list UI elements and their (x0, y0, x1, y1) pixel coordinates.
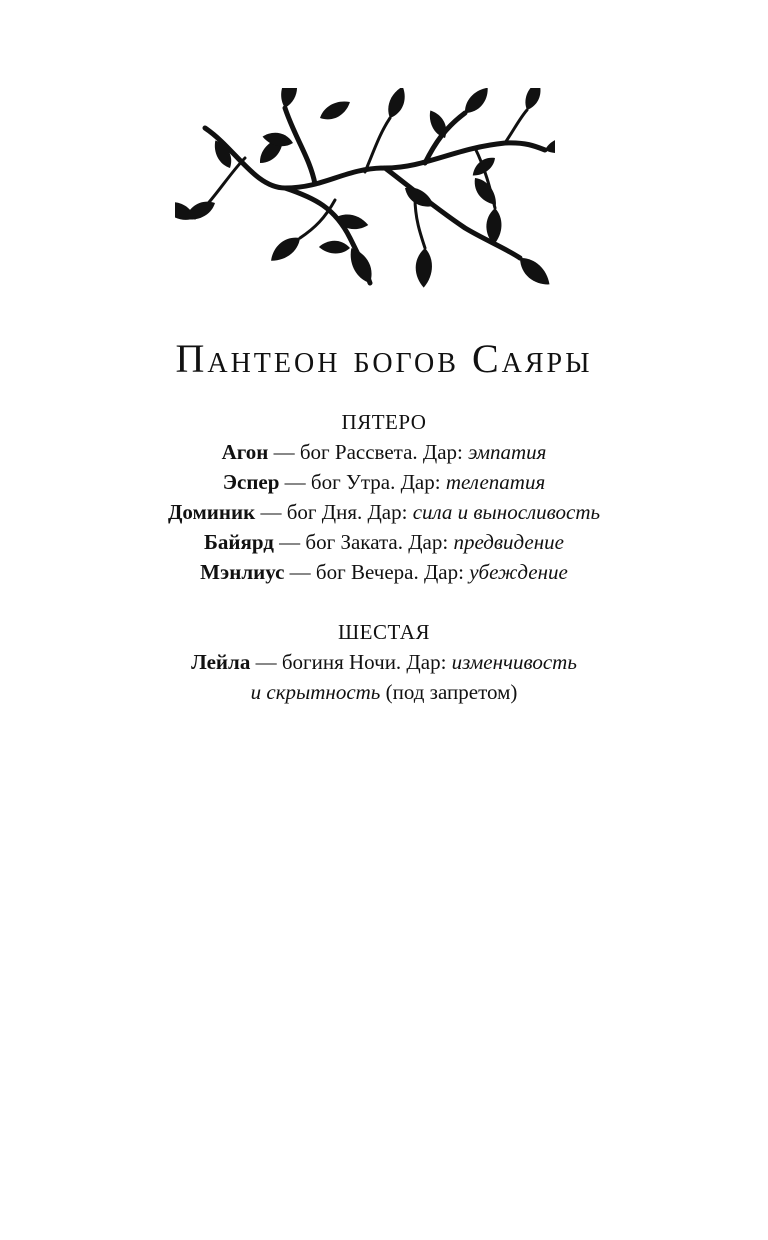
section-heading-five: ПЯТЕРО (341, 410, 427, 434)
god-description: — богиня Ночи. Дар: (250, 650, 452, 674)
god-gift: эмпатия (468, 440, 547, 464)
god-name: Агон (221, 440, 269, 464)
god-name: Доминик (167, 500, 256, 524)
section-heading-sixth: ШЕСТАЯ (338, 620, 430, 644)
god-gift: телепатия (445, 470, 546, 494)
god-description: — бог Дня. Дар: (255, 500, 413, 524)
goddess-entry-leila (0, 647, 768, 677)
page-title: Пантеон богов Саяры (175, 336, 593, 381)
god-description: — бог Вечера. Дар: (284, 560, 470, 584)
god-name: Лейла (191, 650, 251, 674)
god-name: Байярд (204, 530, 274, 554)
section-sixth-goddess (0, 617, 768, 707)
goddess-entry-leila-continued (0, 677, 768, 707)
god-gift: убеждение (469, 560, 568, 584)
god-gift: предвидение (453, 530, 564, 554)
god-entry-agon (0, 437, 768, 467)
god-description: — бог Утра. Дар: (279, 470, 446, 494)
forbidden-note: (под запретом) (380, 680, 518, 704)
god-name: Эспер (222, 470, 280, 494)
section-five-gods (0, 407, 768, 587)
god-entry-dominik (0, 497, 768, 527)
god-entry-bayard (0, 527, 768, 557)
leafy-branch-ornament-icon (175, 88, 555, 293)
god-name: Мэнлиус (200, 560, 285, 584)
god-description: — бог Заката. Дар: (273, 530, 454, 554)
god-gift: сила и выносливость (412, 500, 601, 524)
god-gift-part2: и скрытность (250, 680, 381, 704)
god-entry-manlius (0, 557, 768, 587)
god-description: — бог Рассвета. Дар: (268, 440, 469, 464)
god-entry-esper (0, 467, 768, 497)
god-gift-part1: изменчивость (451, 650, 577, 674)
